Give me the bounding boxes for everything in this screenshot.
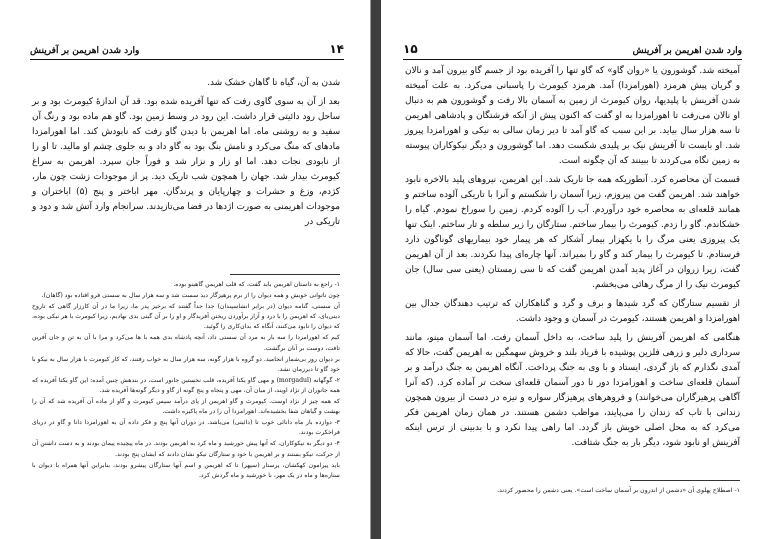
book-spine-divider <box>370 0 381 539</box>
left-body-text <box>32 76 340 234</box>
left-paragraph: شدن به آن، گیاه تا گاهان خشک شد. <box>207 78 340 88</box>
right-paragraph: هنگامی که اهریمن آفرینش را پلید ساخت، به داخل آسمان رفت. اما آسمان مینو، مانند سرداری دلیر و زرهی فلزین پوشیده با فریاد بلند و خروش سهمگین به اهریمن گفت، حالا که آمدی نگذارم که باز گردی، ایستاد و با وی به جنگ پرداخت. آنگاه اهریمن به جنگ درآمد و بر آسمان قلعه‌ای ساخت و اهورامزدا دور تا دور آسمان قلعه‌ای سخت تر آماده کرد. (که آنرا آگاهی پرهیزگاران می‌خوانند) و فروهرهای پرهیزگار سواره و نیزه در دست از بیرون همچون زندانی با تاب که زندان را می‌پایند، مواظب دشمن هستند. در همان زمان اهریمن فکر می‌کرد که به محل اصلی خویش باز گردد. اما راهی پیدا نکرد و با بدبینی از ترس اینکه آفرینش او نابود شود، دیگر بار به جنگ شتافت. <box>405 333 740 448</box>
left-footnote: آن سستی، گنامه دیوان (در برابر انشاسپندان) جدا جداً گفتند که برخیز پدر ما، زیرا ما در آن کارزار گاهی که تاروح دینی‌یای، که اهریمن را با درد و آزار برآوردن ریختن آفریدگار و او را بر آن گیتی بدی نهادیم، زیرا کیومرث با هر نیکی بوده، که دیوان را نابود می‌کنند، آنگاه که بدان‌کاری را گوئید. <box>32 303 340 331</box>
right-paragraph: آمیخته شد. گوشورون یا «روان گاو» که گاو تنها را آفریده بود از جسم گاو بیرون آمد و نالان و گریان پیش هرمزد (اهورامزدا) آمد. هرمزد کیومرث را پاسبانی می‌کرد. به علت آمیخته شدن آفرینش با پلیدیها، روان کیومرث از زمین به آسمان بالا رفت و گوشورون هم به دنبال او نالان می‌رفت تا اهورامزدا به او گفت که اکنون پیش از آنکه فرشتگان و پادشاهی اهریمن تا سه هزار سال بیاید. بر این سبب که گاو آمد تا دیر زمان سالی به نیکی و اهورامزدا پیروز شد. او بایست تا آفرینش نیک بر پلیدی شکست دهد. اما گوشورون و دیگر نیکوکاران پیوسته به زمین نگاه می‌کردند تا ببینند که آن چگونه است. <box>405 66 740 166</box>
right-footnote: ۱- اصطلاح پهلوی آن «دشمن از اندرون بر آسمان ساخت است». یعنی دشمن را محصور کردند. <box>497 487 740 494</box>
left-page <box>0 0 371 539</box>
right-page-number: ۱۵ <box>403 42 418 56</box>
left-page-number: ۱۴ <box>329 42 344 56</box>
right-body-text <box>405 64 740 455</box>
right-footnotes <box>405 486 740 497</box>
left-running-title: وارد شدن اهریمن بر آفرینش <box>30 46 140 56</box>
left-footnotes <box>32 280 340 520</box>
left-footnote: کیم که اهورامزدا را سه بار به مرد آن سستی داد، آنچه پادشاه بدی همه با ها می‌کرد و مرا با آن به تن و جان آفرین تافت، دوست بر آنان برگشت. <box>32 334 340 352</box>
right-page <box>381 0 768 539</box>
right-paragraph: از تقسیم ستارگان که گرد شیدها و برف و گرد و گناهکاران که ترتیب دهندگان جدال بین اهورامزدا و اهریمن هستند، کیومرث در آسمان و وجود داشت. <box>405 299 740 324</box>
right-paragraph: قسمت آن محاصره کرد. آنطوریکه همه جا تاریک شد. این اهریمن، نیروهای پلید بالاخره نابود خواهند شد. اهریمن گفت من پیروزم، زیرا آسمان را شکستم و آنرا با تاریکی آلوده ساختم و همانند قلعه‌ای به محاصره خود درآوردم. آب را آلوده کردم. زمین را سوراخ نمودم. گیاه را خشکاندم. گاو را زدم. کیومرث را بیمار ساختم. ستارگان را زیر سلطه و تار ساختم. اینک تنها یک پیروزی یعنی مرگ را با یکهزار بیمار آشکار که هر پیمار خود بیماریهای گوناگون دارد فرستادم. تا کیومرث را بیمار کند و گاو را بمیراند. آنها چاره‌ای پیدا نکردند. بعد از آن اهریمن گفت، زیرا زروان در آغاز پدید آمدن اهریمن گفت که تا سی زمستان (یعنی سی سال) جان کیومرث نیک را از مرگ رهائی می‌بخشم. <box>405 175 740 290</box>
left-footnote-rule <box>230 274 340 275</box>
left-footnote: ۴- دو دیگر به نیکوکاران، که آنها پیش خورشید و ماه کرد به اهریمن بودند. در ماه پیچیده پیمان بودند و به دست داشتن آن از حرکت، نیکو بستند و بر اهریمن با خود و ستارگان نیکو نشان دادند که ایشان پنج بودند. <box>32 440 340 458</box>
left-footnote: ۲- گوگهانه (morgadul) و مهی گاو یکتا آفریده، قلب نخستین جانور است، در بندهش چنین آمده: این گاو یکتا آفریده که همه جانوران از نژاد اویند، از میان آن، مهی و پنجاه و پنج گونه از گاو و دیگر گونه‌ها آفریده شد. <box>32 376 340 394</box>
right-footnote-rule <box>630 480 740 481</box>
left-footnote: چون تاتوانی خویش و همه دیوان را از برم پرهیزگار دید سست شد و سه هزار سال به سستی فرو افتاده بود (گاهان). <box>41 292 340 300</box>
right-running-title: وارد شدن اهریمن بر آفرینش <box>632 46 742 56</box>
left-footnote: که همه چیز از نژاد اوست. کیومرث و گاو اهریمن از پای درآمد سپس کیومرث و گاو از ماده آن آفریده شد که آن را بهشت و گیاهان شفا بخشیده‌اند. اهورامزدا آن را در ماه پاکیزه داشت. <box>32 398 340 416</box>
right-header-rule <box>403 59 742 60</box>
left-page-header <box>30 40 344 56</box>
left-header-rule <box>30 59 344 60</box>
right-page-header <box>403 40 742 56</box>
left-footnote: ۳- دوازده بار ماه دانائی خوب تا (دائیتی) می‌باشد. در دوران آنها پنچ و فکر داده آن به اهورامزدا دانا و گاو در دریای فراخکرت بودند. <box>32 419 340 437</box>
left-paragraph: بعد از آن به سوی گاوی رفت که تنها آفریده شده بود. قد آن اندازهٔ کیومرث بود و بر ساحل رود دائیتی قرار داشت. این رود در وسط زمین بود. گاو هم ماده بود و رنگ آن سفید و به روشنی ماه. اما اهریمن با دیدن گاو رفت که نابودش کند. اما اهورامزدا مادهای که منگ می‌کرد و نامش بنگ بود به گاو داد و به جلوی چشم او مالید. تا او را از نابودی نجات دهد. اما او زار و نزار شد و فوراً جان سپرد. اهریمن به سراغ کیومرث بیدار شد. جهان را همچون شب تاریک دید. پر از موجودات زشت چون مار، کژدم، وزغ و حشرات و چهارپایان و پرندگان. مهر اباختر و پنج (۵) اباختران و موجودات اهریمنی به صورت اژدها در فضا می‌تازیدند. سرانجام وارد آتش شد و دود و تاریکی در <box>32 97 340 227</box>
left-footnote: ۱- راجع به داستان اهریمن باید گفت، که قلب اهریمن گاهینو بوده. <box>173 281 340 288</box>
left-footnote: باید پیرامون کهکشان، پرستار (سپهر) تا که اهریمن و اسم آنها ستارگان پیشرو بودند، بنابراین آنها همراه با دیوان با ستاره‌ها و ماه در یک مهر، با خورشید و ماه گردش کرد. <box>32 461 340 479</box>
left-footnote: بر دیوان روز بی‌شمار انجامید. دو گروه با هزار گونه، سه هزار سال به خواب رفتند، که کار کیومرث با هزار سال به نیکو با خود گاو تا دیرزمان نشد. <box>32 355 340 373</box>
